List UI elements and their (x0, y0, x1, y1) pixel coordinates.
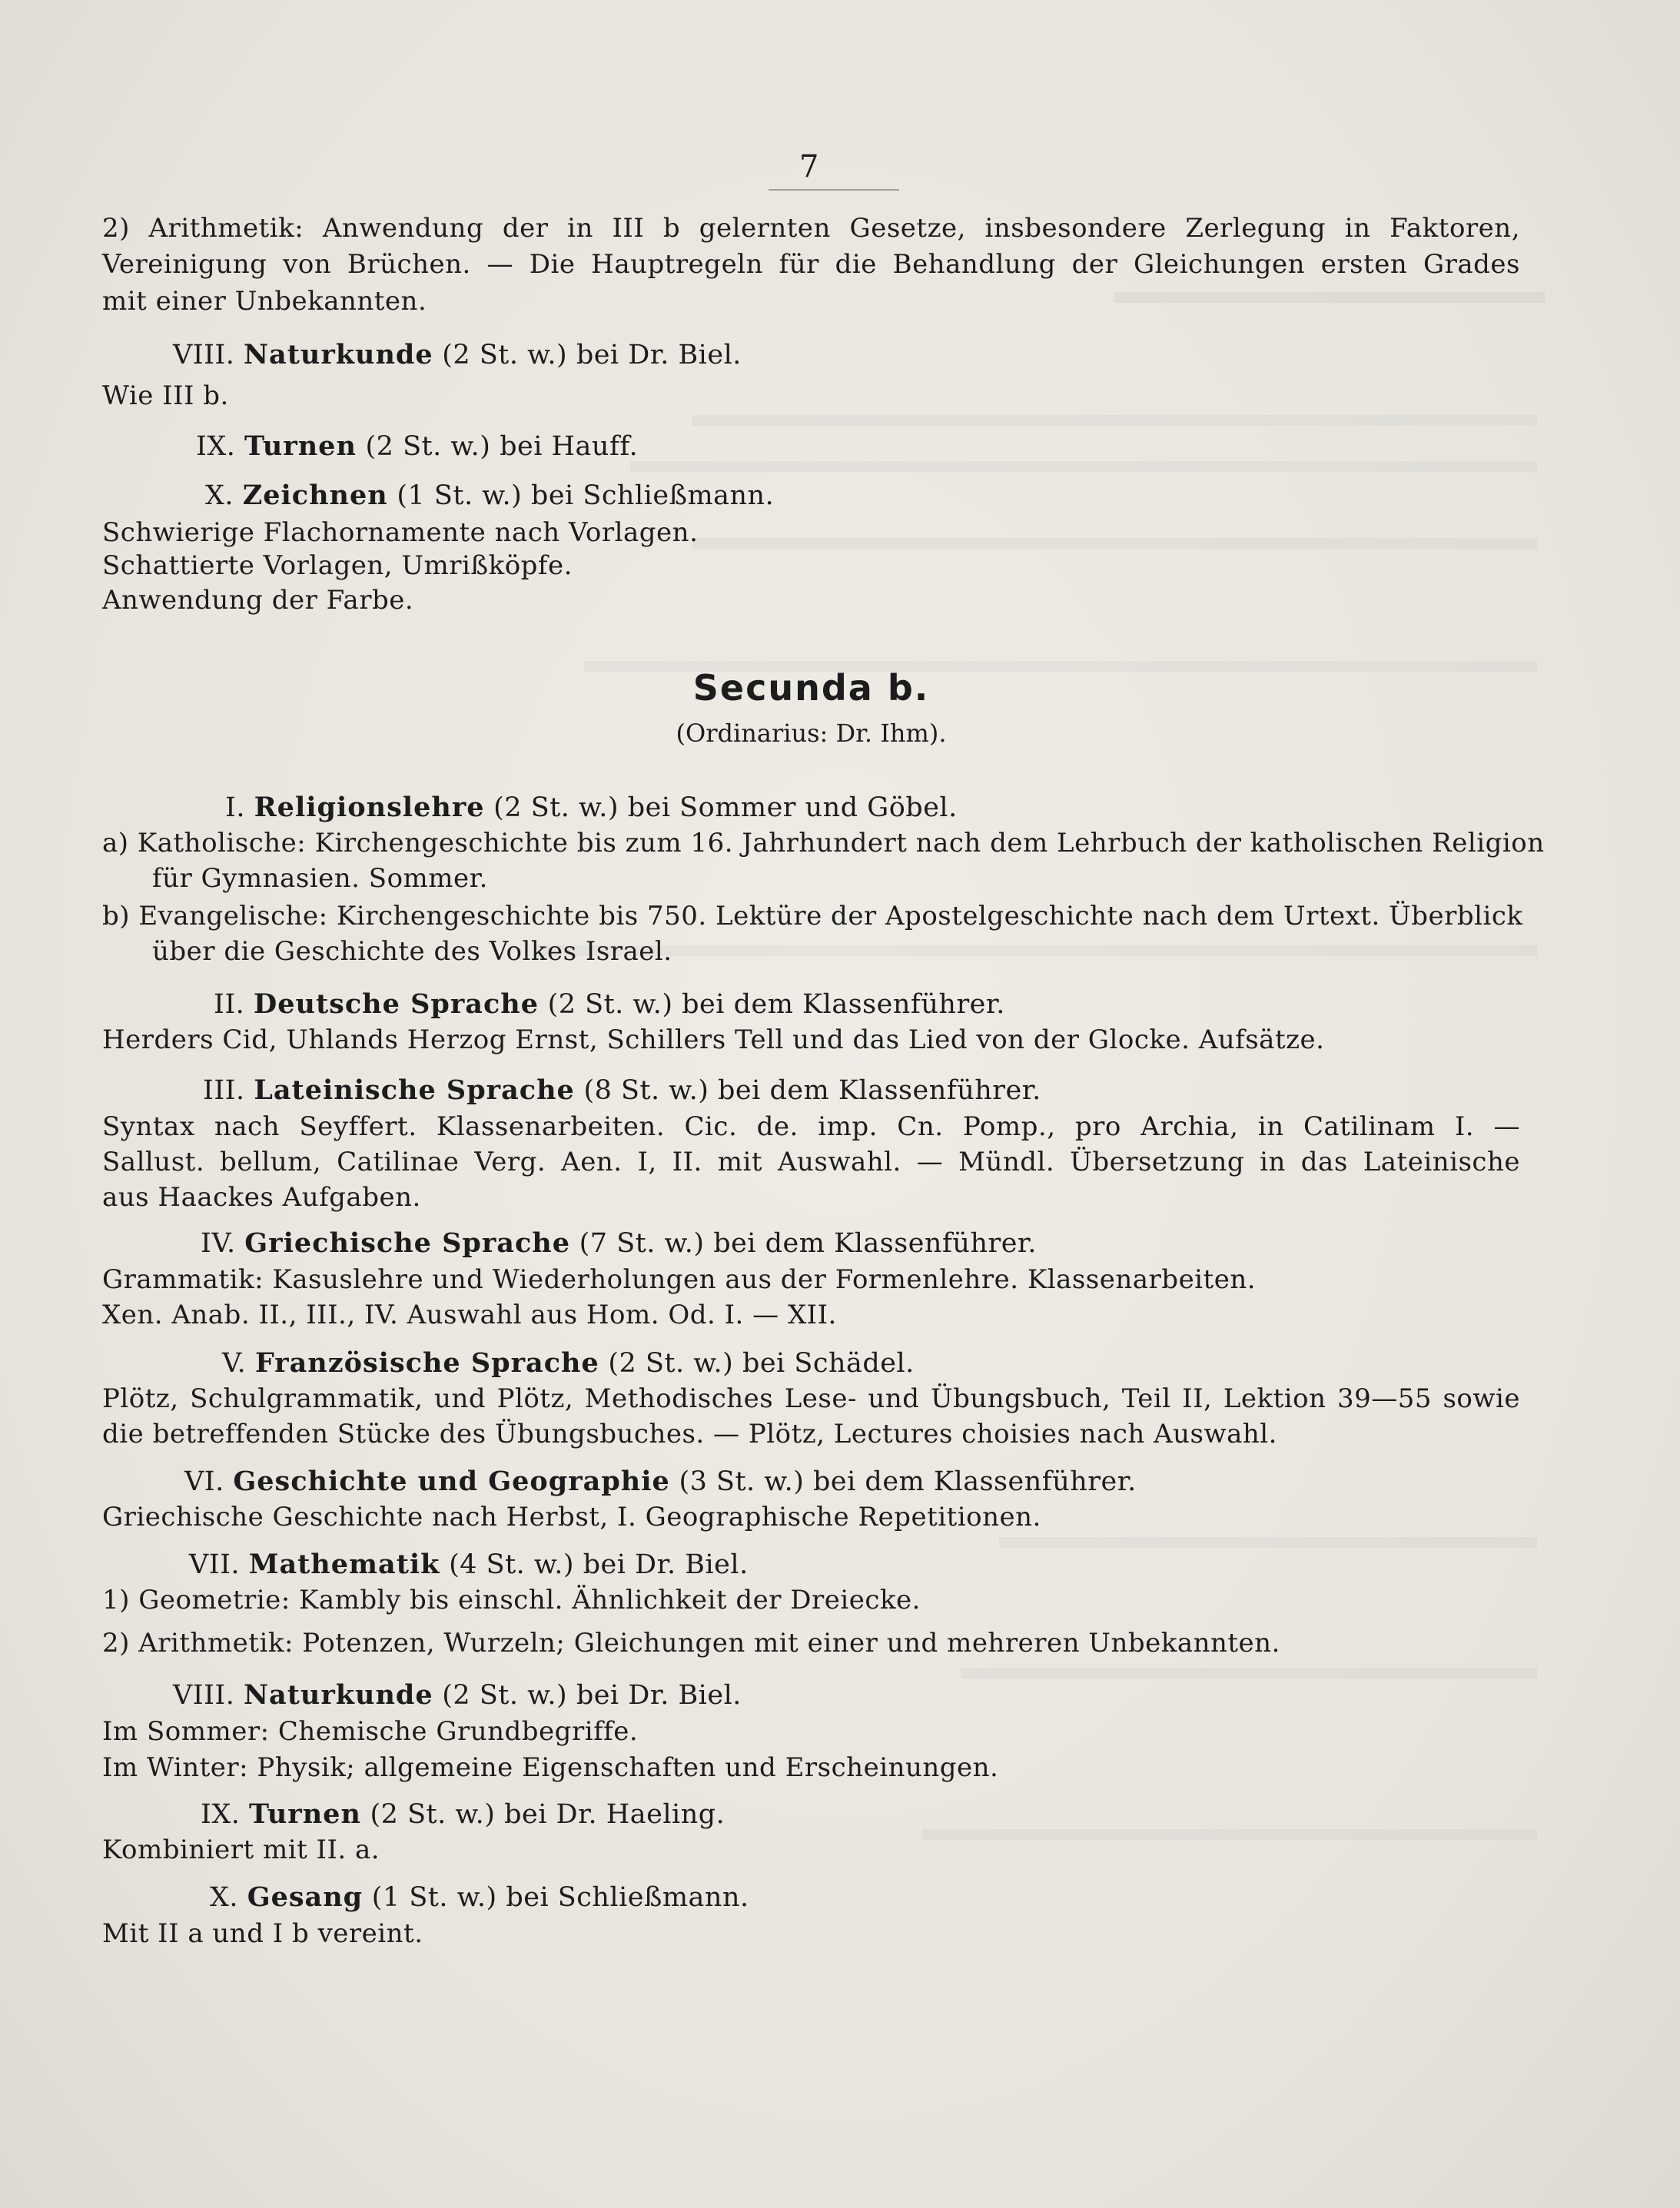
heading-griechische-sprache: IV. Griechische Sprache (7 St. w.) bei dem Klassenführer. (201, 1227, 1037, 1259)
mathematik-line-2: 2) Arithmetik: Potenzen, Wurzeln; Gleichungen mit einer und mehreren Unbekannten. (102, 1628, 1280, 1658)
geschichte-line-1: Griechische Geschichte nach Herbst, I. Geographische Repetitionen. (102, 1502, 1041, 1532)
naturkunde-line-1: Im Sommer: Chemische Grundbegriffe. (102, 1716, 639, 1747)
latein-line-2: Sallust. bellum, Catilinae Verg. Aen. I, II. mit Auswahl. — Mündl. Übersetzung in das Lateinische (102, 1147, 1520, 1177)
zeichnen-line-1: Schwierige Flachornamente nach Vorlagen. (102, 517, 699, 548)
latein-line-3: aus Haackes Aufgaben. (102, 1182, 421, 1213)
gesang-line-1: Mit II a und I b vereint. (102, 1918, 423, 1949)
heading-deutsche-sprache: II. Deutsche Sprache (2 St. w.) bei dem Klassenführer. (214, 988, 1005, 1020)
religion-line-1: a) Katholische: Kirchengeschichte bis zum 16. Jahrhundert nach dem Lehrbuch der katholischen Religion (102, 828, 1545, 858)
heading-geschichte-geographie: VI. Geschichte und Geographie (3 St. w.) bei dem Klassenführer. (184, 1466, 1137, 1497)
franzoesisch-line-2: die betreffenden Stücke des Übungsbuches. — Plötz, Lectures choisies nach Auswahl. (102, 1419, 1277, 1449)
heading-turnen-prev: IX. Turnen (2 St. w.) bei Hauff. (196, 430, 639, 462)
heading-mathematik: VII. Mathematik (4 St. w.) bei Dr. Biel. (189, 1549, 749, 1580)
religion-line-3: b) Evangelische: Kirchengeschichte bis 750. Lektüre der Apostelgeschichte nach dem Urtext. Überblick (102, 901, 1523, 931)
religion-line-4: über die Geschichte des Volkes Israel. (152, 936, 672, 967)
heading-zeichnen-prev: X. Zeichnen (1 St. w.) bei Schließmann. (205, 480, 775, 511)
naturkunde-prev-text: Wie III b. (102, 380, 229, 411)
deutsch-line-1: Herders Cid, Uhlands Herzog Ernst, Schillers Tell und das Lied von der Glocke. Aufsätze. (102, 1024, 1325, 1055)
griechisch-line-2: Xen. Anab. II., III., IV. Auswahl aus Hom. Od. I. — XII. (102, 1300, 837, 1330)
zeichnen-line-3: Anwendung der Farbe. (102, 585, 414, 616)
heading-turnen: IX. Turnen (2 St. w.) bei Dr. Haeling. (201, 1798, 725, 1830)
heading-lateinische-sprache: III. Lateinische Sprache (8 St. w.) bei dem Klassenführer. (203, 1074, 1041, 1106)
section-title: Secunda b. (692, 667, 930, 709)
page-number: 7 (799, 149, 819, 184)
religion-line-2: für Gymnasien. Sommer. (152, 863, 488, 894)
arithmetik-line-3: mit einer Unbekannten. (102, 286, 427, 317)
latein-line-1: Syntax nach Seyffert. Klassenarbeiten. Cic. de. imp. Cn. Pomp., pro Archia, in Catilinam I. — (102, 1111, 1520, 1142)
mathematik-line-1: 1) Geometrie: Kambly bis einschl. Ähnlichkeit der Dreiecke. (102, 1585, 921, 1615)
heading-naturkunde-prev: VIII. Naturkunde (2 St. w.) bei Dr. Biel. (173, 339, 742, 370)
arithmetik-line-2: Vereinigung von Brüchen. — Die Hauptregeln für die Behandlung der Gleichungen ersten Grades (102, 249, 1520, 280)
page-number-rule (769, 189, 899, 191)
heading-religionslehre: I. Religionslehre (2 St. w.) bei Sommer und Göbel. (225, 792, 958, 823)
section-ordinarius: (Ordinarius: Dr. Ihm). (676, 719, 947, 748)
heading-naturkunde: VIII. Naturkunde (2 St. w.) bei Dr. Biel. (173, 1679, 742, 1711)
franzoesisch-line-1: Plötz, Schulgrammatik, und Plötz, Methodisches Lese- und Übungsbuch, Teil II, Lektion 39—55 sowie (102, 1383, 1520, 1414)
griechisch-line-1: Grammatik: Kasuslehre und Wiederholungen aus der Formenlehre. Klassenarbeiten. (102, 1264, 1257, 1295)
arithmetik-line-1: 2) Arithmetik: Anwendung der in III b gelernten Gesetze, insbesondere Zerlegung in Faktoren, (102, 213, 1520, 244)
naturkunde-line-2: Im Winter: Physik; allgemeine Eigenschaften und Erscheinungen. (102, 1752, 999, 1783)
turnen-line-1: Kombiniert mit II. a. (102, 1834, 380, 1865)
zeichnen-line-2: Schattierte Vorlagen, Umrißköpfe. (102, 550, 573, 581)
heading-gesang: X. Gesang (1 St. w.) bei Schließmann. (210, 1881, 749, 1913)
heading-franzoesische-sprache: V. Französische Sprache (2 St. w.) bei Schädel. (222, 1347, 915, 1379)
